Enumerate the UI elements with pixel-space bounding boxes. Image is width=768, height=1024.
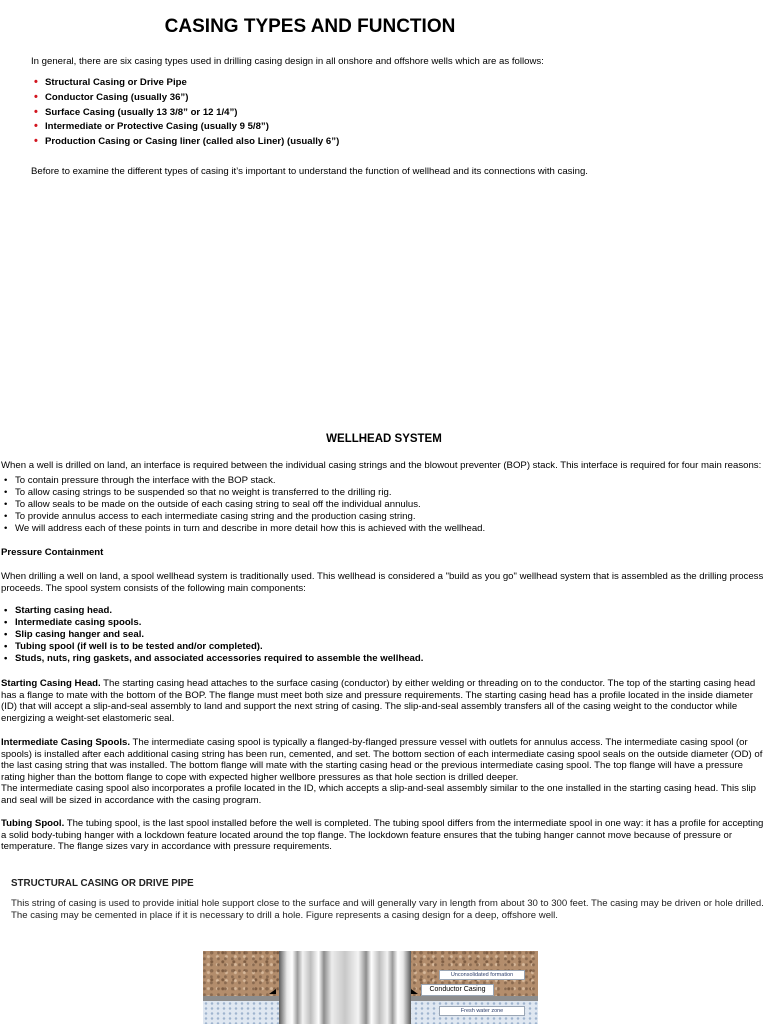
left-shoe-arrow-icon [269, 989, 276, 994]
casing-types-list [34, 77, 339, 151]
starting-head-paragraph [1, 678, 767, 724]
spools-label: Intermediate Casing Spools. [1, 737, 131, 748]
before-text: Before to examine the different types of casing it’s important to understand the function of wellhead and its connections with casing. [31, 166, 588, 177]
pressure-text: When drilling a well on land, a spool wellhead system is traditionally used. This wellhead is considered a "build as you go" wellhead system that is assembled as the drilling process proceeds. The spool system consists of the following main components: [1, 571, 764, 594]
starting-head-text: The starting casing head attaches to the surface casing (conductor) by either welding or threading on to the conductor. The top of the starting casing head has a flange to mate with the bottom of the BOP. The flange must meet both size and pressure requirements. The starting casing head has a profile located in the inside diameter (ID) that will accept a slip-and-seal assembly to land and support the next string of casing. The slip-and-seal assembly transfers all of the casing weight to the conductor while energizing a weight-set elastomeric seal. [1, 678, 756, 724]
list-item: • Surface Casing (usually 13 3/8” or 12 1/4”) [34, 107, 339, 122]
structural-text: This string of casing is used to provide initial hole support close to the surface and will generally vary in length from about 30 to 300 feet. The casing may be driven or hole drilled. The casing may be cemented in place if it is necessary to drill a hole. Figure represents a casing design for a deep, offshore well. [11, 898, 764, 921]
reasons-list [4, 475, 764, 535]
list-item: • Production Casing or Casing liner (called also Liner) (usually 6”) [34, 136, 339, 151]
spools-paragraph-2: The intermediate casing spool also incorporates a profile located in the ID, which accepts a slip-and-seal assembly similar to the one installed in the starting casing head. This slip and seal will be sized in accordance with the casing program. [1, 783, 756, 806]
wellhead-heading: WELLHEAD SYSTEM [326, 433, 442, 445]
casing-pipe [279, 951, 411, 1024]
wellhead-intro: When a well is drilled on land, an interface is required between the individual casing strings and the blowout preventer (BOP) stack. This interface is required for four main reasons: [1, 460, 762, 471]
list-item: • To contain pressure through the interface with the BOP stack. [4, 475, 764, 487]
intro-text: In general, there are six casing types used in drilling casing design in all onshore and offshore wells which are as follows: [31, 56, 544, 67]
list-item: • To provide annulus access to each intermediate casing string and the production casing string. [4, 511, 764, 523]
list-item: • We will address each of these points in turn and describe in more detail how this is achieved with the wellhead. [4, 523, 764, 535]
fresh-water-label: Fresh water zone [439, 1006, 525, 1016]
spools-text: The intermediate casing spool is typically a flanged-by-flanged pressure vessel with outlets for annulus access. The intermediate casing spool (or spools) is installed after each additional casing string has been run, cemented, and set. The bottom section of each intermediate casing spool seals on the outside diameter (OD) of the last casing string that was installed. The bottom flange will mate with the starting casing head or the previous intermediate casing spool. The top flange will have a pressure rating higher than the bottom flange to cope with expected higher wellbore pressures as that hole section is drilled deeper. [1, 737, 763, 783]
components-list [4, 605, 764, 665]
spools-paragraph [1, 737, 767, 783]
conductor-casing-label: Conductor Casing [421, 984, 494, 996]
tubing-paragraph [1, 818, 767, 853]
list-item: • Conductor Casing (usually 36”) [34, 92, 339, 107]
list-item: • Studs, nuts, ring gaskets, and associated accessories required to assemble the wellhead. [4, 653, 764, 665]
structural-heading: STRUCTURAL CASING OR DRIVE PIPE [11, 878, 194, 889]
list-item: • Structural Casing or Drive Pipe [34, 77, 339, 92]
list-item: • Starting casing head. [4, 605, 764, 617]
tubing-text: The tubing spool, is the last spool installed before the well is completed. The tubing spool differs from the intermediate spool in one way: it has a profile for accepting a solid body-tubing hanger with a lockdown feature located around the top flange. The lockdown feature ensures that the tubing hanger cannot move because of pressure or temperature. The flange sizes vary in accordance with pressure requirements. [1, 818, 764, 852]
list-item: • Intermediate casing spools. [4, 617, 764, 629]
list-item: • Slip casing hanger and seal. [4, 629, 764, 641]
list-item: • Tubing spool (if well is to be tested and/or completed). [4, 641, 764, 653]
casing-design-figure [203, 951, 538, 1024]
pressure-heading: Pressure Containment [1, 547, 104, 558]
unconsolidated-label: Unconsolidated formation [439, 970, 525, 980]
right-shoe-arrow-icon [411, 989, 418, 994]
tubing-label: Tubing Spool. [1, 818, 65, 829]
list-item: • To allow casing strings to be suspended so that no weight is transferred to the drilling rig. [4, 487, 764, 499]
page-title: CASING TYPES AND FUNCTION [164, 16, 456, 37]
list-item: • Intermediate or Protective Casing (usually 9 5/8”) [34, 121, 339, 136]
list-item: • To allow seals to be made on the outside of each casing string to seal off the individual annulus. [4, 499, 764, 511]
starting-head-label: Starting Casing Head. [1, 678, 101, 689]
